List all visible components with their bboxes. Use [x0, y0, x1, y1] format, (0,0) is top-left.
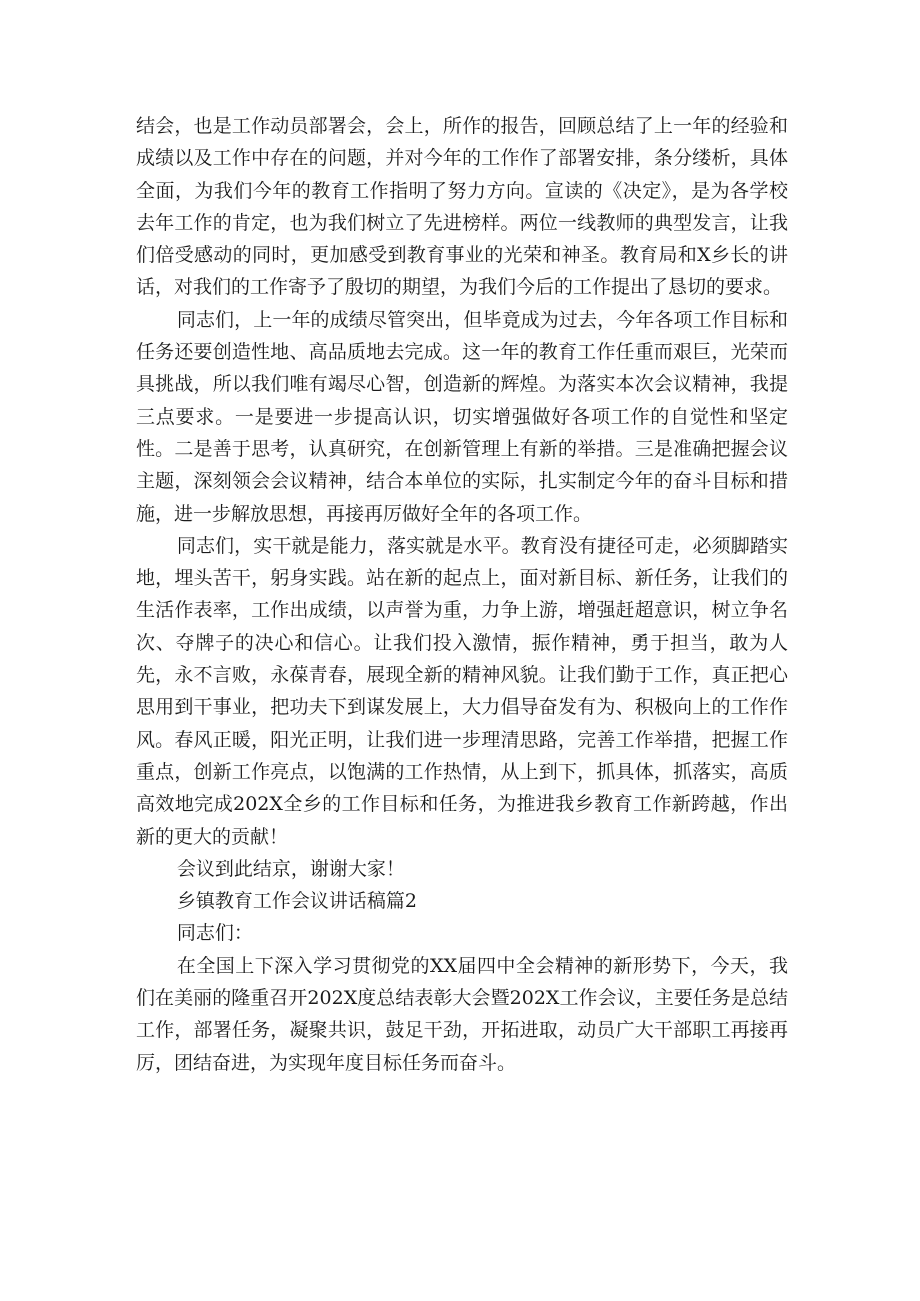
- paragraph-3: 同志们，实干就是能力，落实就是水平。教育没有捷径可走，必须脚踏实地，埋头苦干，躬身实践。站在新的起点上，面对新目标、新任务，让我们的生活作表率，工作出成绩，以声誉为重，力争上游，增强赶超意识，树立争名次、夺牌子的决心和信心。让我们投入激情，振作精神，勇于担当，敢为人先，永不言败，永葆青春，展现全新的精神风貌。让我们勤于工作，真正把心思用到干事业，把功夫下到谋发展上，大力倡导奋发有为、积极向上的工作作风。春风正暖，阳光正明，让我们进一步理清思路，完善工作举措，把握工作重点，创新工作亮点，以饱满的工作热情，从上到下，抓具体，抓落实，高质高效地完成202X全乡的工作目标和任务，为推进我乡教育工作新跨越，作出新的更大的贡献！: [136, 534, 788, 848]
- section-title: 乡镇教育工作会议讲话稿篇2: [176, 890, 417, 913]
- paragraph-2: 同志们，上一年的成绩尽管突出，但毕竟成为过去，今年各项工作目标和任务还要创造性地、高品质地去完成。这一年的教育工作任重而艰巨，光荣而具挑战，所以我们唯有竭尽心智，创造新的辉煌。为落实本次会议精神，我提三点要求。一是要进一步提高认识，切实增强做好各项工作的自觉性和坚定性。二是善于思考，认真研究，在创新管理上有新的举措。三是准确把握会议主题，深刻领会会议精神，结合本单位的实际，扎实制定今年的奋斗目标和措施，进一步解放思想，再接再厉做好全年的各项工作。: [136, 308, 788, 525]
- paragraph-7: 在全国上下深入学习贯彻党的XX届四中全会精神的新形势下，今天，我们在美丽的隆重召开202X度总结表彰大会暨202X工作会议，主要任务是总结工作，部署任务，凝聚共识，鼓足干劲，开拓进取，动员广大干部职工再接再厉，团结奋进，为实现年度目标任务而奋斗。: [136, 954, 788, 1074]
- salutation: 同志们：: [176, 922, 253, 945]
- closing-line: 会议到此结京，谢谢大家！: [176, 857, 405, 880]
- paragraph-1: 结会，也是工作动员部署会，会上，所作的报告，回顾总结了上一年的经验和成绩以及工作中存在的问题，并对今年的工作作了部署安排，条分缕析，具体全面，为我们今年的教育工作指明了努力方向。宣读的《决定》，是为各学校去年工作的肯定，也为我们树立了先进榜样。两位一线教师的典型发言，让我们倍受感动的同时，更加感受到教育事业的光荣和神圣。教育局和X乡长的讲话，对我们的工作寄予了殷切的期望，为我们今后的工作提出了恳切的要求。: [136, 115, 788, 299]
- document-body: [136, 110, 788, 1079]
